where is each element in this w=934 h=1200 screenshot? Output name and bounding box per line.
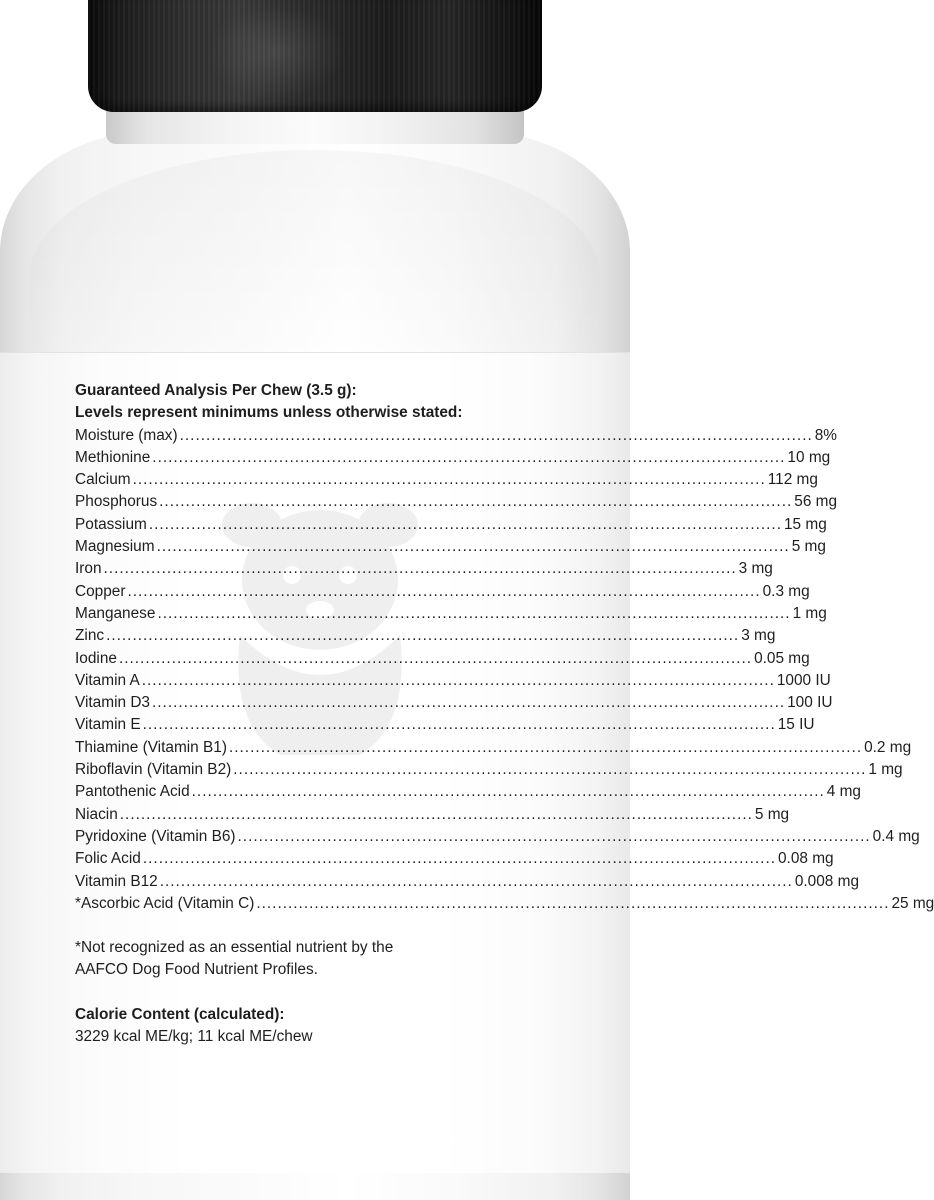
footnote [75, 937, 545, 982]
nutrient-row [75, 737, 912, 759]
dot-leader: ........................................................................................................................ [141, 671, 775, 689]
dot-leader: ........................................................................................................................ [132, 471, 766, 489]
dot-leader: ........................................................................................................................ [127, 582, 761, 600]
nutrient-value: 100 IU [787, 694, 833, 712]
nutrient-row [75, 826, 920, 848]
nutrient-name: Vitamin A [75, 671, 140, 689]
nutrient-value: 1 mg [868, 761, 903, 779]
dot-leader: ........................................................................................................................ [179, 426, 813, 444]
dot-leader: ........................................................................................................................ [159, 872, 793, 890]
nutrient-row [75, 425, 837, 447]
nutrient-row [75, 871, 859, 893]
nutrient-name: Copper [75, 582, 126, 600]
nutrient-name: Niacin [75, 805, 118, 823]
nutrient-value: 4 mg [826, 783, 861, 801]
dot-leader: ........................................................................................................................ [118, 649, 753, 667]
dot-leader: ........................................................................................................................ [106, 627, 740, 645]
nutrient-value: 0.08 mg [778, 850, 834, 868]
nutrient-name: Iodine [75, 649, 117, 667]
nutrient-value: 0.3 mg [762, 582, 810, 600]
nutrient-name: Vitamin B12 [75, 872, 158, 890]
nutrient-name: Vitamin D3 [75, 694, 150, 712]
nutrient-row [75, 536, 826, 558]
nutrient-name: Folic Acid [75, 850, 141, 868]
cap-highlight [208, 4, 348, 100]
footnote-line: AAFCO Dog Food Nutrient Profiles. [75, 961, 318, 979]
nutrient-row [75, 893, 934, 915]
dot-leader: ........................................................................................................................ [233, 761, 867, 779]
nutrient-value: 10 mg [787, 448, 831, 466]
dot-leader: ........................................................................................................................ [157, 604, 791, 622]
nutrient-row [75, 581, 810, 603]
nutrient-row [75, 781, 861, 803]
dot-leader: ........................................................................................................................ [103, 560, 737, 578]
nutrient-name: Thiamine (Vitamin B1) [75, 738, 227, 756]
nutrient-value: 0.2 mg [864, 738, 912, 756]
nutrient-name: Phosphorus [75, 493, 158, 511]
calorie-content [75, 1004, 545, 1049]
analysis-heading: Guaranteed Analysis Per Chew (3.5 g): [75, 382, 357, 399]
nutrient-row [75, 625, 776, 647]
nutrient-row [75, 447, 831, 469]
nutrient-value: 1 mg [792, 604, 827, 622]
nutrient-value: 0.4 mg [872, 827, 920, 845]
dot-leader: ........................................................................................................................ [159, 493, 793, 511]
footnote-line: *Not recognized as an essential nutrient by the [75, 939, 394, 957]
nutrient-value: 15 mg [783, 515, 827, 533]
nutrient-value: 112 mg [767, 471, 818, 489]
calorie-heading: Calorie Content (calculated): [75, 1005, 285, 1023]
dot-leader: ........................................................................................................................ [156, 538, 790, 556]
nutrient-name: Methionine [75, 448, 151, 466]
nutrient-row [75, 469, 818, 491]
nutrient-name: Magnesium [75, 538, 155, 556]
nutrient-name: Calcium [75, 471, 131, 489]
nutrient-value: 25 mg [891, 894, 934, 912]
analysis-subheading: Levels represent minimums unless otherwise stated: [75, 404, 463, 422]
nutrient-row [75, 848, 834, 870]
nutrient-name: Pantothenic Acid [75, 783, 190, 801]
nutrient-list [75, 425, 934, 916]
dot-leader: ........................................................................................................................ [228, 738, 863, 756]
nutrient-row [75, 491, 838, 513]
nutrient-row [75, 514, 827, 536]
dot-leader: ........................................................................................................................ [119, 805, 753, 823]
dot-leader: ........................................................................................................................ [142, 850, 776, 868]
nutrient-row [75, 670, 831, 692]
dot-leader: ........................................................................................................................ [152, 694, 786, 712]
nutrient-name: Moisture (max) [75, 426, 178, 444]
nutrient-row [75, 603, 827, 625]
dot-leader: ........................................................................................................................ [142, 716, 776, 734]
guaranteed-analysis-panel [75, 380, 934, 1048]
nutrient-name: Potassium [75, 515, 147, 533]
nutrient-name: Vitamin E [75, 716, 141, 734]
dot-leader: ........................................................................................................................ [152, 448, 786, 466]
dot-leader: ........................................................................................................................ [256, 894, 890, 912]
nutrient-row [75, 714, 815, 736]
nutrient-value: 15 IU [777, 716, 815, 734]
nutrient-name: Iron [75, 560, 102, 578]
nutrient-value: 1000 IU [776, 671, 831, 689]
nutrient-value: 3 mg [738, 560, 773, 578]
nutrient-name: Manganese [75, 604, 156, 622]
nutrient-name: Riboflavin (Vitamin B2) [75, 761, 232, 779]
nutrient-row [75, 759, 903, 781]
nutrient-value: 3 mg [741, 627, 776, 645]
nutrient-value: 0.008 mg [794, 872, 859, 890]
dot-leader: ........................................................................................................................ [148, 515, 782, 533]
nutrient-row [75, 804, 790, 826]
bottle-cap [88, 0, 542, 112]
nutrient-value: 5 mg [791, 538, 826, 556]
nutrient-value: 0.05 mg [754, 649, 810, 667]
nutrient-value: 8% [814, 426, 837, 444]
nutrient-name: *Ascorbic Acid (Vitamin C) [75, 894, 255, 912]
bottle-neck [106, 110, 524, 144]
nutrient-row [75, 692, 833, 714]
dot-leader: ........................................................................................................................ [237, 827, 871, 845]
nutrient-value: 5 mg [754, 805, 790, 823]
dot-leader: ........................................................................................................................ [191, 783, 825, 801]
nutrient-name: Pyridoxine (Vitamin B6) [75, 827, 236, 845]
nutrient-row [75, 648, 810, 670]
nutrient-value: 56 mg [794, 493, 838, 511]
nutrient-name: Zinc [75, 627, 105, 645]
nutrient-row [75, 558, 773, 580]
calorie-value: 3229 kcal ME/kg; 11 kcal ME/chew [75, 1028, 313, 1046]
